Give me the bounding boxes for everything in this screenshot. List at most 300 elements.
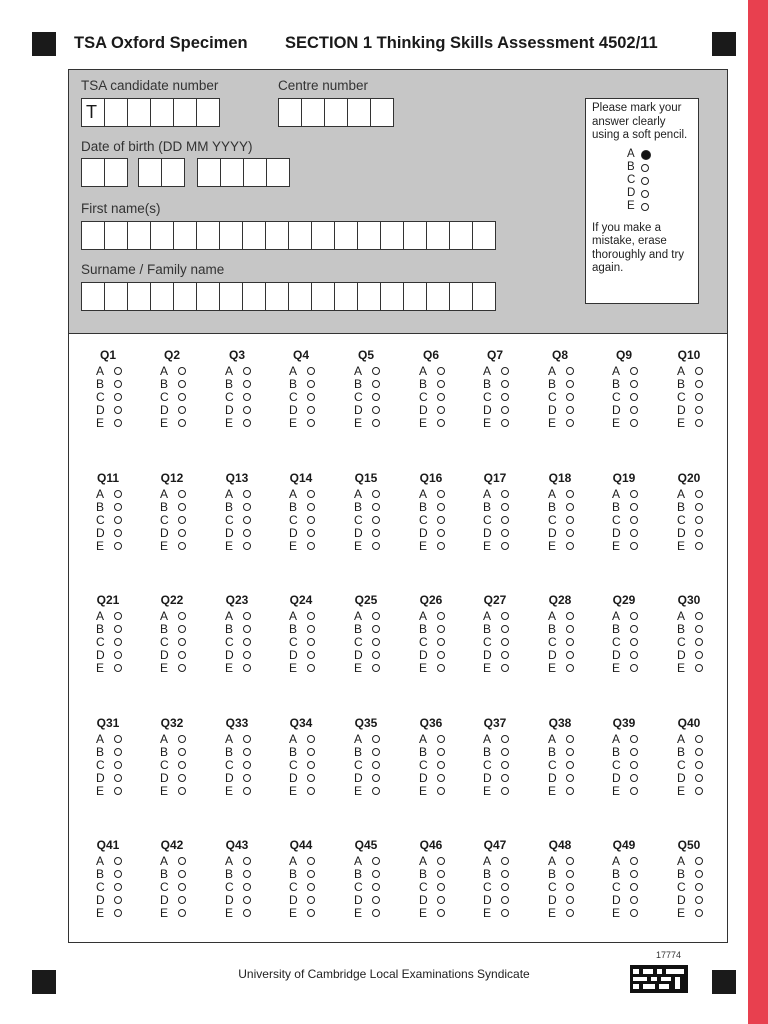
answer-option[interactable] (677, 403, 719, 416)
answer-option[interactable] (225, 403, 267, 416)
answer-bubble-icon[interactable] (695, 761, 703, 769)
answer-bubble-icon[interactable] (695, 664, 703, 672)
answer-bubble-icon[interactable] (437, 393, 445, 401)
answer-bubble-icon[interactable] (114, 638, 122, 646)
answer-bubble-icon[interactable] (630, 761, 638, 769)
answer-option[interactable] (225, 500, 267, 513)
answer-option[interactable] (612, 771, 654, 784)
answer-bubble-icon[interactable] (437, 870, 445, 878)
answer-bubble-icon[interactable] (437, 638, 445, 646)
answer-option[interactable] (483, 377, 525, 390)
answer-option[interactable] (612, 745, 654, 758)
answer-option[interactable] (612, 732, 654, 745)
answer-bubble-icon[interactable] (178, 735, 186, 743)
answer-bubble-icon[interactable] (566, 419, 574, 427)
input-box[interactable] (357, 282, 381, 311)
answer-option[interactable] (225, 377, 267, 390)
answer-option[interactable] (483, 609, 525, 622)
answer-option[interactable] (548, 732, 590, 745)
answer-option[interactable] (354, 416, 396, 429)
answer-option[interactable] (289, 609, 331, 622)
answer-option[interactable] (677, 745, 719, 758)
answer-bubble-icon[interactable] (243, 774, 251, 782)
answer-bubble-icon[interactable] (178, 419, 186, 427)
answer-bubble-icon[interactable] (372, 367, 380, 375)
answer-option[interactable] (419, 416, 461, 429)
answer-option[interactable] (483, 906, 525, 919)
answer-option[interactable] (612, 390, 654, 403)
answer-option[interactable] (354, 893, 396, 906)
answer-option[interactable] (612, 758, 654, 771)
input-box[interactable] (161, 158, 185, 187)
answer-option[interactable] (225, 487, 267, 500)
answer-option[interactable] (483, 867, 525, 880)
answer-option[interactable] (289, 403, 331, 416)
answer-bubble-icon[interactable] (437, 503, 445, 511)
answer-option[interactable] (419, 854, 461, 867)
answer-bubble-icon[interactable] (307, 542, 315, 550)
answer-bubble-icon[interactable] (437, 529, 445, 537)
answer-bubble-icon[interactable] (372, 406, 380, 414)
answer-bubble-icon[interactable] (178, 393, 186, 401)
answer-option[interactable] (96, 880, 138, 893)
answer-option[interactable] (483, 758, 525, 771)
input-box[interactable] (219, 221, 243, 250)
answer-bubble-icon[interactable] (114, 393, 122, 401)
answer-bubble-icon[interactable] (695, 406, 703, 414)
answer-bubble-icon[interactable] (437, 625, 445, 633)
answer-bubble-icon[interactable] (630, 419, 638, 427)
answer-bubble-icon[interactable] (437, 406, 445, 414)
answer-option[interactable] (96, 513, 138, 526)
answer-option[interactable] (289, 732, 331, 745)
answer-option[interactable] (289, 648, 331, 661)
answer-option[interactable] (225, 635, 267, 648)
answer-option[interactable] (483, 854, 525, 867)
answer-option[interactable] (225, 526, 267, 539)
answer-option[interactable] (354, 784, 396, 797)
answer-option[interactable] (677, 784, 719, 797)
answer-option[interactable] (96, 609, 138, 622)
answer-bubble-icon[interactable] (630, 503, 638, 511)
answer-bubble-icon[interactable] (372, 380, 380, 388)
answer-bubble-icon[interactable] (695, 612, 703, 620)
answer-bubble-icon[interactable] (630, 883, 638, 891)
answer-option[interactable] (354, 758, 396, 771)
answer-bubble-icon[interactable] (566, 542, 574, 550)
answer-bubble-icon[interactable] (695, 638, 703, 646)
answer-option[interactable] (225, 745, 267, 758)
answer-bubble-icon[interactable] (307, 419, 315, 427)
answer-option[interactable] (354, 732, 396, 745)
answer-option[interactable] (677, 661, 719, 674)
answer-option[interactable] (225, 854, 267, 867)
answer-option[interactable] (677, 377, 719, 390)
answer-bubble-icon[interactable] (178, 883, 186, 891)
answer-option[interactable] (96, 906, 138, 919)
answer-bubble-icon[interactable] (243, 542, 251, 550)
answer-bubble-icon[interactable] (630, 909, 638, 917)
answer-bubble-icon[interactable] (178, 503, 186, 511)
answer-bubble-icon[interactable] (437, 612, 445, 620)
input-box[interactable] (104, 221, 128, 250)
answer-bubble-icon[interactable] (372, 529, 380, 537)
answer-bubble-icon[interactable] (566, 490, 574, 498)
answer-option[interactable] (612, 500, 654, 513)
answer-bubble-icon[interactable] (630, 393, 638, 401)
answer-bubble-icon[interactable] (437, 419, 445, 427)
answer-bubble-icon[interactable] (178, 787, 186, 795)
answer-option[interactable] (612, 487, 654, 500)
answer-option[interactable] (548, 906, 590, 919)
answer-option[interactable] (419, 622, 461, 635)
answer-option[interactable] (612, 609, 654, 622)
input-box[interactable] (449, 282, 473, 311)
answer-bubble-icon[interactable] (630, 529, 638, 537)
answer-option[interactable] (548, 609, 590, 622)
input-box[interactable] (242, 221, 266, 250)
answer-option[interactable] (225, 732, 267, 745)
answer-option[interactable] (289, 622, 331, 635)
answer-bubble-icon[interactable] (114, 367, 122, 375)
answer-option[interactable] (354, 364, 396, 377)
answer-bubble-icon[interactable] (437, 787, 445, 795)
answer-option[interactable] (160, 893, 202, 906)
input-box[interactable] (301, 98, 325, 127)
answer-bubble-icon[interactable] (307, 857, 315, 865)
answer-option[interactable] (483, 364, 525, 377)
answer-bubble-icon[interactable] (501, 787, 509, 795)
answer-bubble-icon[interactable] (566, 503, 574, 511)
answer-bubble-icon[interactable] (178, 651, 186, 659)
answer-bubble-icon[interactable] (307, 380, 315, 388)
answer-bubble-icon[interactable] (243, 651, 251, 659)
input-box[interactable] (403, 282, 427, 311)
answer-option[interactable] (677, 906, 719, 919)
answer-option[interactable] (548, 416, 590, 429)
answer-option[interactable] (612, 893, 654, 906)
answer-option[interactable] (548, 500, 590, 513)
answer-option[interactable] (225, 771, 267, 784)
answer-bubble-icon[interactable] (243, 909, 251, 917)
answer-option[interactable] (354, 880, 396, 893)
answer-bubble-icon[interactable] (372, 625, 380, 633)
answer-bubble-icon[interactable] (114, 406, 122, 414)
answer-bubble-icon[interactable] (437, 516, 445, 524)
input-box[interactable] (150, 221, 174, 250)
answer-option[interactable] (677, 609, 719, 622)
input-box[interactable] (138, 158, 162, 187)
answer-bubble-icon[interactable] (695, 625, 703, 633)
answer-bubble-icon[interactable] (178, 380, 186, 388)
answer-option[interactable] (160, 377, 202, 390)
answer-bubble-icon[interactable] (114, 735, 122, 743)
answer-bubble-icon[interactable] (501, 516, 509, 524)
answer-option[interactable] (677, 635, 719, 648)
answer-option[interactable] (483, 513, 525, 526)
answer-bubble-icon[interactable] (178, 774, 186, 782)
answer-option[interactable] (419, 526, 461, 539)
answer-bubble-icon[interactable] (178, 516, 186, 524)
answer-bubble-icon[interactable] (501, 529, 509, 537)
answer-option[interactable] (612, 513, 654, 526)
answer-option[interactable] (483, 893, 525, 906)
answer-option[interactable] (548, 648, 590, 661)
answer-bubble-icon[interactable] (566, 735, 574, 743)
answer-option[interactable] (354, 539, 396, 552)
answer-option[interactable] (225, 906, 267, 919)
answer-bubble-icon[interactable] (501, 857, 509, 865)
answer-option[interactable] (548, 661, 590, 674)
answer-option[interactable] (96, 622, 138, 635)
answer-option[interactable] (677, 867, 719, 880)
answer-bubble-icon[interactable] (372, 393, 380, 401)
answer-option[interactable] (548, 893, 590, 906)
answer-bubble-icon[interactable] (695, 870, 703, 878)
answer-bubble-icon[interactable] (630, 870, 638, 878)
answer-bubble-icon[interactable] (307, 761, 315, 769)
answer-bubble-icon[interactable] (566, 857, 574, 865)
input-box[interactable] (104, 98, 128, 127)
input-box[interactable] (127, 98, 151, 127)
answer-option[interactable] (419, 732, 461, 745)
answer-bubble-icon[interactable] (114, 503, 122, 511)
answer-option[interactable] (483, 416, 525, 429)
answer-option[interactable] (160, 500, 202, 513)
input-box[interactable] (219, 282, 243, 311)
answer-option[interactable] (548, 784, 590, 797)
answer-option[interactable] (419, 390, 461, 403)
answer-option[interactable] (612, 539, 654, 552)
answer-bubble-icon[interactable] (307, 651, 315, 659)
answer-option[interactable] (160, 403, 202, 416)
answer-bubble-icon[interactable] (630, 516, 638, 524)
answer-bubble-icon[interactable] (307, 787, 315, 795)
answer-option[interactable] (160, 867, 202, 880)
answer-option[interactable] (419, 403, 461, 416)
answer-option[interactable] (483, 487, 525, 500)
answer-option[interactable] (548, 758, 590, 771)
answer-option[interactable] (483, 526, 525, 539)
answer-bubble-icon[interactable] (695, 393, 703, 401)
answer-option[interactable] (483, 622, 525, 635)
answer-option[interactable] (483, 648, 525, 661)
answer-bubble-icon[interactable] (243, 664, 251, 672)
answer-bubble-icon[interactable] (437, 896, 445, 904)
answer-option[interactable] (677, 539, 719, 552)
answer-bubble-icon[interactable] (243, 529, 251, 537)
answer-bubble-icon[interactable] (307, 503, 315, 511)
answer-bubble-icon[interactable] (501, 748, 509, 756)
answer-bubble-icon[interactable] (501, 909, 509, 917)
answer-option[interactable] (419, 771, 461, 784)
answer-option[interactable] (160, 487, 202, 500)
answer-option[interactable] (225, 416, 267, 429)
answer-bubble-icon[interactable] (307, 748, 315, 756)
answer-option[interactable] (612, 906, 654, 919)
answer-option[interactable] (96, 648, 138, 661)
answer-option[interactable] (225, 364, 267, 377)
answer-bubble-icon[interactable] (178, 857, 186, 865)
answer-bubble-icon[interactable] (307, 735, 315, 743)
answer-bubble-icon[interactable] (566, 367, 574, 375)
answer-bubble-icon[interactable] (307, 529, 315, 537)
answer-option[interactable] (289, 661, 331, 674)
answer-bubble-icon[interactable] (630, 638, 638, 646)
input-box[interactable] (311, 282, 335, 311)
answer-bubble-icon[interactable] (437, 909, 445, 917)
answer-option[interactable] (612, 784, 654, 797)
input-box[interactable] (334, 221, 358, 250)
answer-option[interactable] (96, 635, 138, 648)
answer-bubble-icon[interactable] (501, 896, 509, 904)
answer-bubble-icon[interactable] (114, 419, 122, 427)
answer-bubble-icon[interactable] (501, 883, 509, 891)
answer-option[interactable] (548, 390, 590, 403)
answer-option[interactable] (419, 364, 461, 377)
answer-bubble-icon[interactable] (178, 638, 186, 646)
answer-bubble-icon[interactable] (695, 735, 703, 743)
answer-bubble-icon[interactable] (178, 625, 186, 633)
answer-option[interactable] (419, 539, 461, 552)
answer-option[interactable] (160, 732, 202, 745)
answer-bubble-icon[interactable] (114, 516, 122, 524)
answer-option[interactable] (96, 745, 138, 758)
answer-bubble-icon[interactable] (437, 735, 445, 743)
answer-bubble-icon[interactable] (566, 651, 574, 659)
answer-bubble-icon[interactable] (372, 896, 380, 904)
answer-option[interactable] (548, 539, 590, 552)
answer-bubble-icon[interactable] (630, 774, 638, 782)
answer-bubble-icon[interactable] (695, 857, 703, 865)
answer-option[interactable] (548, 377, 590, 390)
answer-bubble-icon[interactable] (178, 664, 186, 672)
answer-option[interactable] (419, 893, 461, 906)
answer-bubble-icon[interactable] (501, 664, 509, 672)
answer-option[interactable] (483, 880, 525, 893)
answer-option[interactable] (354, 377, 396, 390)
answer-option[interactable] (225, 390, 267, 403)
answer-option[interactable] (289, 526, 331, 539)
answer-option[interactable] (160, 648, 202, 661)
input-box[interactable] (347, 98, 371, 127)
answer-bubble-icon[interactable] (178, 490, 186, 498)
answer-bubble-icon[interactable] (630, 735, 638, 743)
answer-option[interactable] (289, 854, 331, 867)
answer-option[interactable] (548, 513, 590, 526)
answer-bubble-icon[interactable] (566, 748, 574, 756)
answer-option[interactable] (677, 513, 719, 526)
answer-option[interactable] (225, 758, 267, 771)
answer-option[interactable] (677, 622, 719, 635)
answer-option[interactable] (483, 661, 525, 674)
answer-option[interactable] (96, 867, 138, 880)
answer-option[interactable] (225, 893, 267, 906)
answer-bubble-icon[interactable] (178, 612, 186, 620)
answer-option[interactable] (225, 622, 267, 635)
answer-bubble-icon[interactable] (566, 393, 574, 401)
answer-option[interactable] (160, 880, 202, 893)
answer-option[interactable] (677, 648, 719, 661)
answer-option[interactable] (419, 635, 461, 648)
input-box[interactable] (265, 282, 289, 311)
answer-option[interactable] (289, 893, 331, 906)
input-box[interactable] (426, 221, 450, 250)
answer-option[interactable] (160, 906, 202, 919)
answer-bubble-icon[interactable] (178, 406, 186, 414)
answer-bubble-icon[interactable] (243, 406, 251, 414)
answer-option[interactable] (354, 487, 396, 500)
answer-option[interactable] (96, 661, 138, 674)
answer-bubble-icon[interactable] (566, 909, 574, 917)
answer-option[interactable] (289, 758, 331, 771)
answer-option[interactable] (354, 513, 396, 526)
answer-bubble-icon[interactable] (372, 516, 380, 524)
answer-bubble-icon[interactable] (178, 870, 186, 878)
answer-option[interactable] (225, 513, 267, 526)
answer-bubble-icon[interactable] (630, 625, 638, 633)
answer-option[interactable] (160, 771, 202, 784)
answer-option[interactable] (96, 390, 138, 403)
answer-bubble-icon[interactable] (114, 664, 122, 672)
answer-option[interactable] (160, 513, 202, 526)
answer-option[interactable] (225, 648, 267, 661)
answer-option[interactable] (289, 867, 331, 880)
answer-option[interactable] (548, 635, 590, 648)
answer-option[interactable] (677, 893, 719, 906)
answer-bubble-icon[interactable] (114, 761, 122, 769)
answer-option[interactable] (483, 784, 525, 797)
answer-bubble-icon[interactable] (372, 774, 380, 782)
answer-bubble-icon[interactable] (695, 490, 703, 498)
answer-option[interactable] (677, 732, 719, 745)
answer-bubble-icon[interactable] (114, 787, 122, 795)
answer-bubble-icon[interactable] (501, 406, 509, 414)
answer-bubble-icon[interactable] (372, 870, 380, 878)
answer-bubble-icon[interactable] (437, 490, 445, 498)
answer-option[interactable] (96, 539, 138, 552)
input-box[interactable] (324, 98, 348, 127)
answer-option[interactable] (419, 648, 461, 661)
answer-option[interactable] (612, 880, 654, 893)
answer-option[interactable] (419, 609, 461, 622)
answer-bubble-icon[interactable] (437, 748, 445, 756)
answer-option[interactable] (612, 364, 654, 377)
answer-option[interactable] (96, 500, 138, 513)
answer-bubble-icon[interactable] (372, 651, 380, 659)
answer-bubble-icon[interactable] (243, 503, 251, 511)
answer-bubble-icon[interactable] (178, 529, 186, 537)
answer-bubble-icon[interactable] (114, 542, 122, 550)
answer-option[interactable] (160, 745, 202, 758)
answer-option[interactable] (354, 906, 396, 919)
answer-option[interactable] (289, 416, 331, 429)
answer-option[interactable] (419, 513, 461, 526)
answer-bubble-icon[interactable] (243, 896, 251, 904)
answer-bubble-icon[interactable] (630, 664, 638, 672)
answer-bubble-icon[interactable] (178, 909, 186, 917)
input-box[interactable] (370, 98, 394, 127)
answer-bubble-icon[interactable] (243, 748, 251, 756)
answer-option[interactable] (96, 771, 138, 784)
answer-option[interactable] (548, 487, 590, 500)
answer-bubble-icon[interactable] (501, 774, 509, 782)
answer-option[interactable] (354, 648, 396, 661)
answer-bubble-icon[interactable] (566, 664, 574, 672)
answer-bubble-icon[interactable] (114, 651, 122, 659)
answer-option[interactable] (96, 416, 138, 429)
answer-bubble-icon[interactable] (566, 612, 574, 620)
